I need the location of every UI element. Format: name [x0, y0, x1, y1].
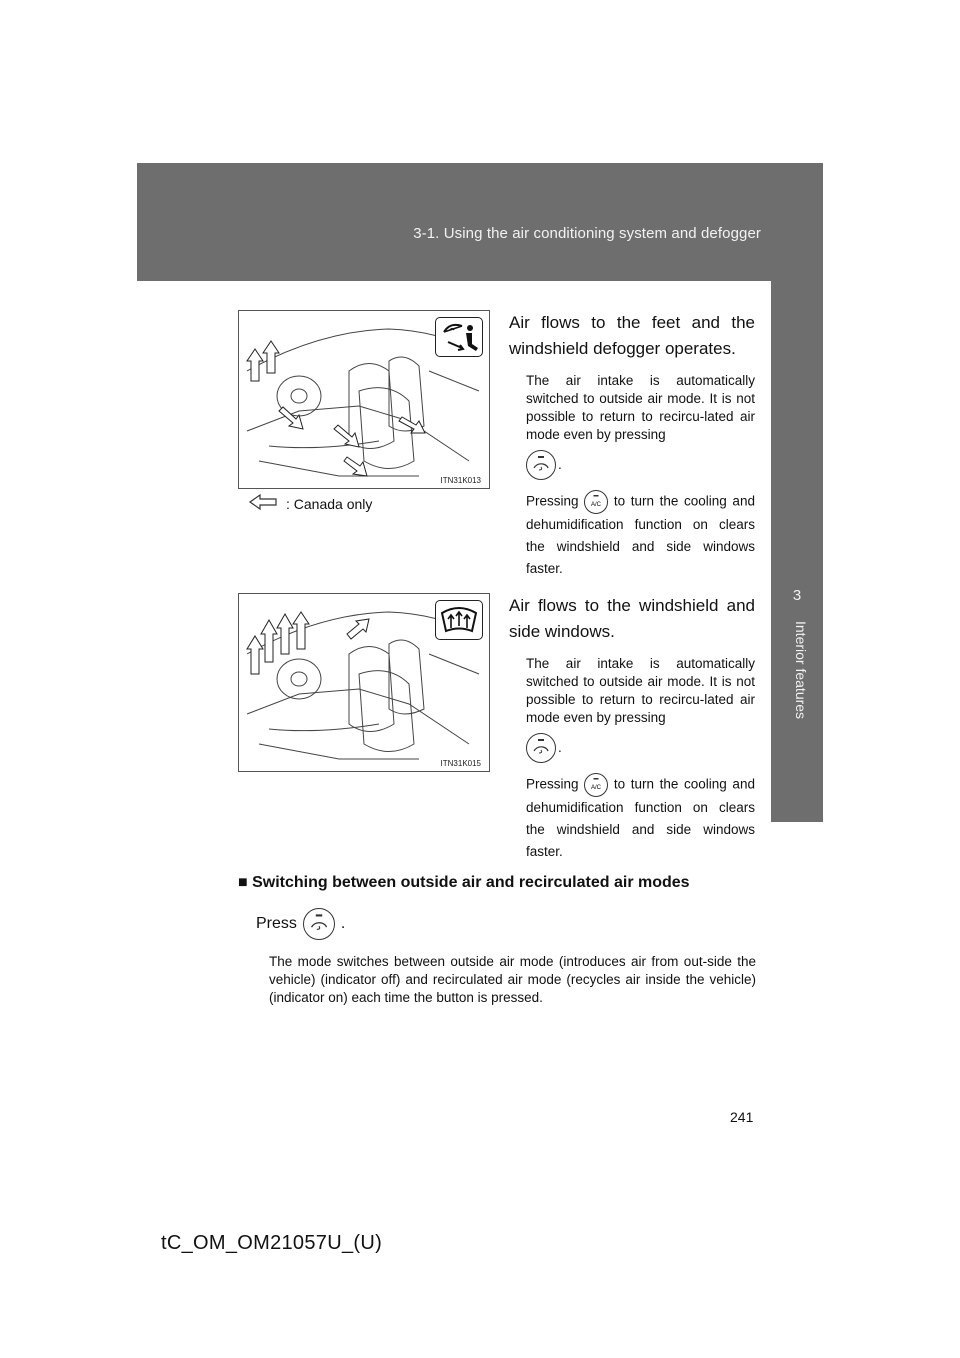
press-instruction — [256, 908, 345, 940]
figure-code: ITN31K015 — [440, 759, 481, 768]
mode1-note-text: The air intake is automatically switched to outside air mode. It is not possible to return to recircu-lated air mode even by pressing — [526, 373, 755, 442]
press-period: . — [340, 915, 346, 932]
mode2-pressing — [509, 773, 755, 863]
mode1-description — [509, 310, 755, 580]
chapter-label: Interior features — [793, 621, 809, 720]
svg-text:A/C: A/C — [591, 785, 602, 791]
section-heading: ■ Switching between outside air and recirculated air modes — [238, 874, 690, 891]
pressing-text: to turn the cooling and dehumidification function on clears the windshield and side windows faster. — [526, 493, 755, 576]
page-header — [137, 163, 823, 281]
ac-button-icon — [584, 773, 608, 797]
mode2-description — [509, 593, 755, 863]
pressing-label: Pressing — [526, 776, 579, 792]
recirculation-button-icon — [526, 450, 556, 480]
recirculation-button-icon — [303, 908, 335, 940]
pressing-text: to turn the cooling and dehumidification function on clears the windshield and side windows faster. — [526, 776, 755, 859]
mode2-note — [509, 655, 755, 763]
mode1-pressing — [509, 490, 755, 580]
chapter-tab — [771, 281, 823, 822]
figure-code: ITN31K013 — [440, 476, 481, 485]
chapter-number: 3 — [792, 587, 802, 604]
section-title: 3-1. Using the air conditioning system and defogger — [413, 225, 761, 242]
legend-label: : Canada only — [286, 495, 373, 512]
figure-windshield-defrost — [238, 593, 490, 772]
document-code: tC_OM_OM21057U_(U) — [161, 1232, 383, 1254]
svg-text:A/C: A/C — [591, 502, 602, 508]
mode1-heading: Air flows to the feet and the windshield defogger operates. — [509, 313, 755, 358]
page-number: 241 — [730, 1109, 754, 1125]
windshield-defroster-icon — [435, 600, 483, 640]
ac-button-icon — [584, 490, 608, 514]
mode2-note-period: . — [558, 740, 562, 755]
pressing-label: Pressing — [526, 493, 579, 509]
figure-feet-defog — [238, 310, 490, 489]
mode1-note-period: . — [558, 457, 562, 472]
legend — [248, 494, 372, 513]
arrow-left-outline-icon — [248, 494, 278, 513]
mode2-heading: Air flows to the windshield and side windows. — [509, 596, 755, 641]
defog-feet-icon — [435, 317, 483, 357]
recirculation-button-icon — [526, 733, 556, 763]
mode2-note-text: The air intake is automatically switched to outside air mode. It is not possible to return to recircu-lated air mode even by pressing — [526, 656, 755, 725]
press-label: Press — [256, 915, 297, 932]
section-description: The mode switches between outside air mode (introduces air from out-side the vehicle) (indicator off) and recirculated air mode (recycles air inside the vehicle) (indicator on) each time the button is pressed. — [269, 954, 756, 1005]
mode1-note — [509, 372, 755, 480]
